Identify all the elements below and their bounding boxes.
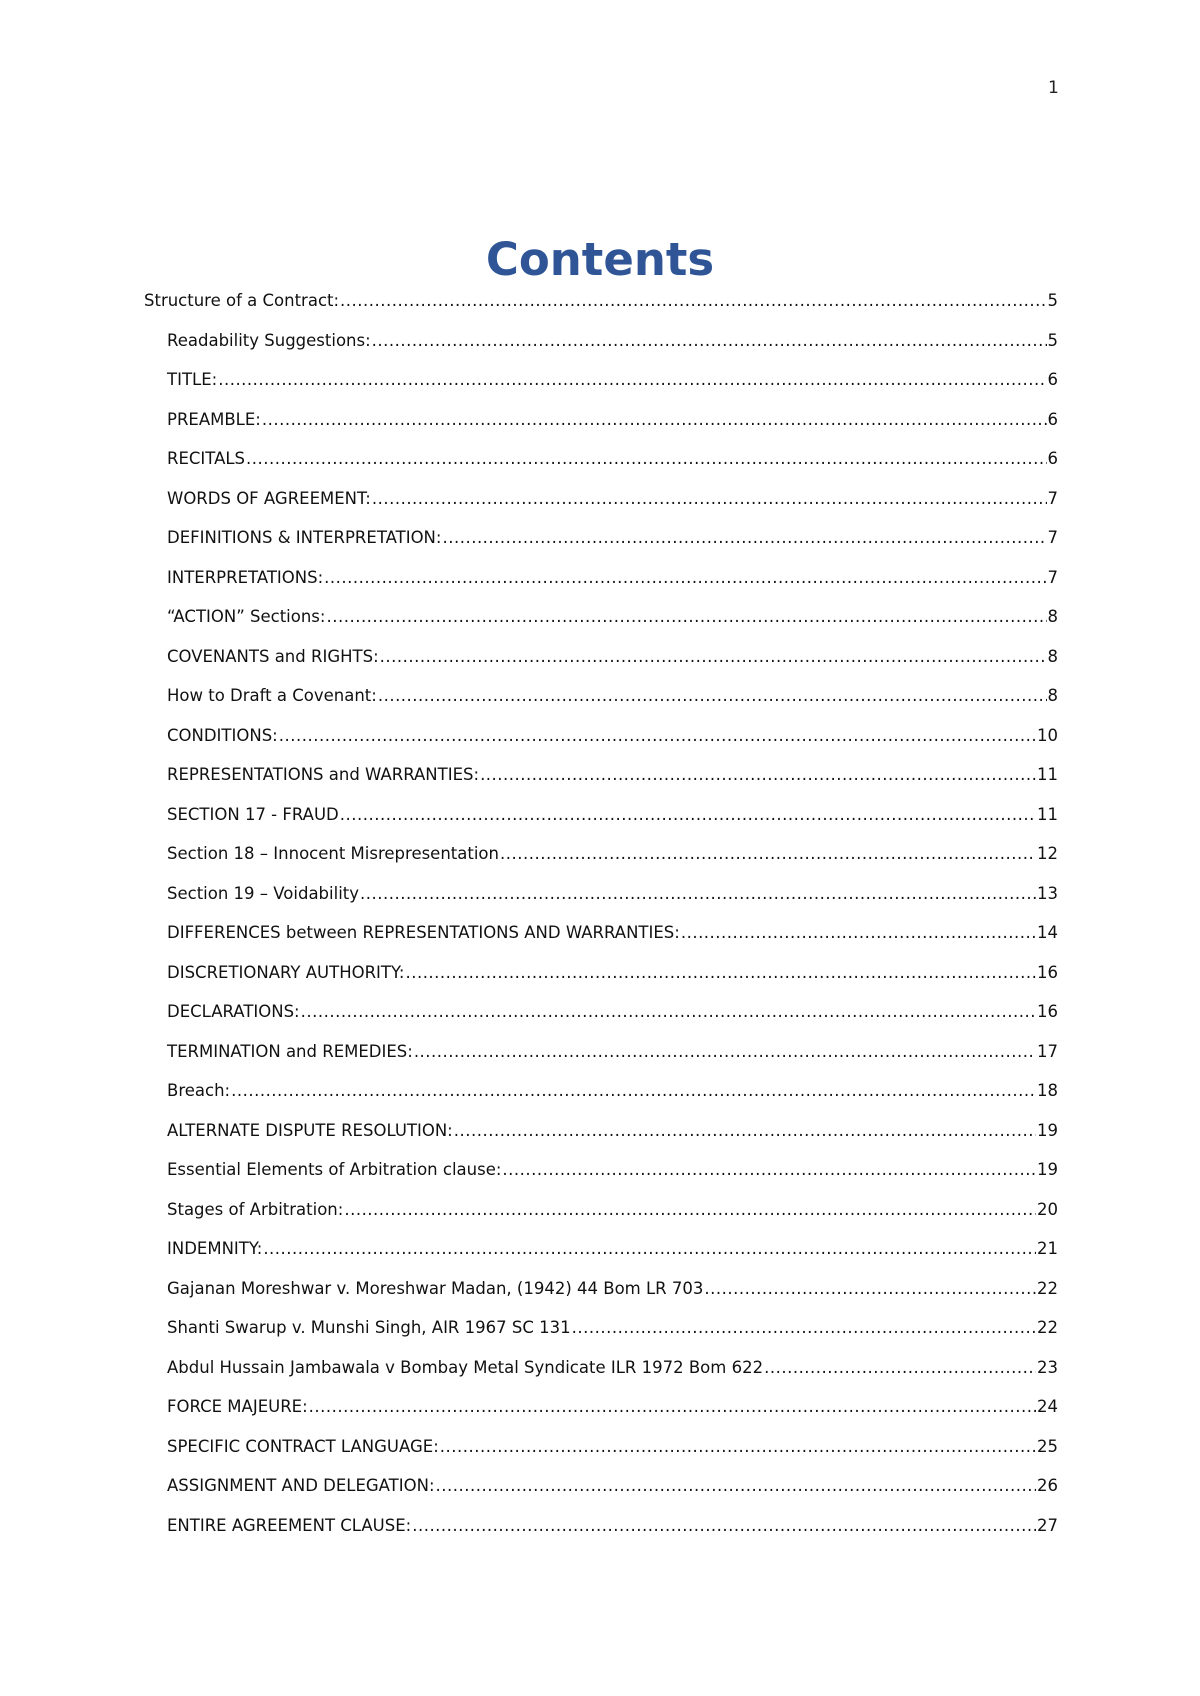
toc-dot-leader — [681, 922, 1036, 944]
toc-dot-leader — [502, 1159, 1036, 1181]
toc-entry[interactable] — [144, 1159, 1058, 1199]
toc-entry-page-number: 22 — [1037, 1318, 1058, 1337]
toc-entry[interactable] — [144, 1436, 1058, 1476]
toc-entry-page-number: 12 — [1037, 844, 1058, 863]
toc-entry-title: DISCRETIONARY AUTHORITY: — [167, 962, 405, 982]
toc-entry[interactable] — [144, 804, 1058, 844]
toc-entry-page-number: 10 — [1037, 725, 1058, 745]
toc-entry[interactable] — [144, 883, 1058, 923]
toc-dot-leader — [340, 290, 1046, 312]
toc-entry-page-number: 14 — [1037, 923, 1058, 942]
toc-entry-page-number: 13 — [1037, 883, 1058, 903]
toc-dot-leader — [231, 1080, 1036, 1102]
toc-entry-page-number: 7 — [1047, 528, 1058, 547]
toc-entry-page-number: 8 — [1047, 646, 1058, 666]
toc-entry[interactable] — [144, 725, 1058, 765]
toc-entry[interactable] — [144, 1475, 1058, 1515]
toc-entry[interactable] — [144, 290, 1058, 330]
toc-entry-title: Essential Elements of Arbitration clause: — [167, 1160, 502, 1179]
toc-dot-leader — [704, 1278, 1036, 1300]
toc-entry-page-number: 8 — [1047, 607, 1058, 626]
toc-entry-title: CONDITIONS: — [167, 725, 278, 745]
toc-entry[interactable] — [144, 567, 1058, 607]
toc-entry-page-number: 22 — [1037, 1278, 1058, 1298]
toc-dot-leader — [309, 1396, 1036, 1418]
toc-dot-leader — [326, 606, 1046, 628]
toc-entry[interactable] — [144, 1238, 1058, 1278]
toc-entry-page-number: 26 — [1037, 1476, 1058, 1495]
toc-entry[interactable] — [144, 606, 1058, 646]
toc-entry-title: Section 19 – Voidability — [167, 883, 360, 903]
toc-entry-title: DECLARATIONS: — [167, 1002, 300, 1021]
toc-entry-page-number: 19 — [1037, 1120, 1058, 1140]
page-number: 1 — [1048, 78, 1059, 98]
toc-entry-title: DEFINITIONS & INTERPRETATION: — [167, 528, 442, 547]
toc-entry-page-number: 21 — [1037, 1239, 1058, 1258]
toc-dot-leader — [412, 1515, 1036, 1537]
toc-entry-title: REPRESENTATIONS and WARRANTIES: — [167, 765, 480, 784]
toc-dot-leader — [414, 1041, 1036, 1063]
toc-dot-leader — [480, 764, 1036, 786]
toc-dot-leader — [340, 804, 1036, 826]
table-of-contents — [144, 290, 1058, 1554]
toc-entry[interactable] — [144, 330, 1058, 370]
toc-entry[interactable] — [144, 1199, 1058, 1239]
toc-dot-leader — [572, 1317, 1036, 1339]
toc-dot-leader — [454, 1120, 1036, 1142]
toc-entry-title: TITLE: — [167, 370, 218, 389]
toc-dot-leader — [372, 330, 1047, 352]
toc-entry-title: SPECIFIC CONTRACT LANGUAGE: — [167, 1436, 439, 1456]
toc-entry[interactable] — [144, 409, 1058, 449]
toc-entry-title: Stages of Arbitration: — [167, 1199, 344, 1219]
toc-entry[interactable] — [144, 448, 1058, 488]
toc-entry[interactable] — [144, 1120, 1058, 1160]
toc-entry-page-number: 8 — [1047, 686, 1058, 705]
toc-entry[interactable] — [144, 1317, 1058, 1357]
toc-entry-title: TERMINATION and REMEDIES: — [167, 1041, 413, 1061]
toc-entry-page-number: 5 — [1047, 330, 1058, 350]
toc-entry-page-number: 27 — [1037, 1515, 1058, 1535]
toc-entry[interactable] — [144, 1357, 1058, 1397]
toc-entry-title: RECITALS — [167, 449, 246, 468]
toc-entry-title: Abdul Hussain Jambawala v Bombay Metal Syndicate ILR 1972 Bom 622 — [167, 1357, 764, 1377]
toc-dot-leader — [218, 369, 1046, 391]
toc-entry-title: PREAMBLE: — [167, 409, 261, 429]
toc-entry-title: DIFFERENCES between REPRESENTATIONS AND WARRANTIES: — [167, 923, 680, 942]
toc-entry-page-number: 6 — [1047, 449, 1058, 468]
toc-entry-page-number: 19 — [1037, 1160, 1058, 1179]
toc-entry-title: ENTIRE AGREEMENT CLAUSE: — [167, 1515, 412, 1535]
toc-entry-title: SECTION 17 - FRAUD — [167, 804, 339, 824]
toc-dot-leader — [262, 409, 1047, 431]
toc-entry[interactable] — [144, 646, 1058, 686]
toc-entry-page-number: 5 — [1047, 291, 1058, 310]
toc-entry[interactable] — [144, 1278, 1058, 1318]
toc-entry-title: ALTERNATE DISPUTE RESOLUTION: — [167, 1120, 453, 1140]
toc-entry-title: ASSIGNMENT AND DELEGATION: — [167, 1476, 435, 1495]
toc-entry-title: Breach: — [167, 1081, 231, 1100]
toc-entry-page-number: 18 — [1037, 1081, 1058, 1100]
toc-entry-title: Section 18 – Innocent Misrepresentation — [167, 844, 499, 863]
toc-dot-leader — [442, 527, 1046, 549]
toc-entry-page-number: 24 — [1037, 1397, 1058, 1416]
toc-entry-title: Shanti Swarup v. Munshi Singh, AIR 1967 SC 131 — [167, 1318, 571, 1337]
toc-entry[interactable] — [144, 488, 1058, 528]
toc-dot-leader — [301, 1001, 1036, 1023]
toc-entry[interactable] — [144, 843, 1058, 883]
toc-entry[interactable] — [144, 685, 1058, 725]
toc-entry-page-number: 16 — [1037, 1002, 1058, 1021]
toc-dot-leader — [380, 646, 1047, 668]
toc-entry-title: How to Draft a Covenant: — [167, 686, 377, 705]
toc-dot-leader — [378, 685, 1047, 707]
toc-entry-title: Readability Suggestions: — [167, 330, 371, 350]
toc-entry-page-number: 16 — [1037, 962, 1058, 982]
toc-entry-page-number: 11 — [1037, 765, 1058, 784]
toc-entry-title: INDEMNITY: — [167, 1239, 263, 1258]
toc-dot-leader — [360, 883, 1036, 905]
toc-dot-leader — [764, 1357, 1036, 1379]
toc-entry-page-number: 11 — [1037, 804, 1058, 824]
toc-entry[interactable] — [144, 1515, 1058, 1555]
toc-entry-title: Gajanan Moreshwar v. Moreshwar Madan, (1942) 44 Bom LR 703 — [167, 1278, 704, 1298]
toc-entry-title: WORDS OF AGREEMENT: — [167, 488, 371, 508]
toc-entry[interactable] — [144, 962, 1058, 1002]
toc-dot-leader — [440, 1436, 1036, 1458]
toc-entry-page-number: 17 — [1037, 1041, 1058, 1061]
toc-dot-leader — [405, 962, 1036, 984]
toc-dot-leader — [246, 448, 1046, 470]
toc-entry-title: INTERPRETATIONS: — [167, 567, 324, 587]
toc-entry-title: Structure of a Contract: — [144, 291, 340, 310]
toc-entry[interactable] — [144, 1041, 1058, 1081]
toc-entry[interactable] — [144, 1080, 1058, 1120]
toc-dot-leader — [344, 1199, 1036, 1221]
toc-entry-title: “ACTION” Sections: — [167, 607, 326, 626]
toc-entry[interactable] — [144, 764, 1058, 804]
toc-dot-leader — [372, 488, 1047, 510]
toc-dot-leader — [324, 567, 1046, 589]
toc-entry[interactable] — [144, 369, 1058, 409]
toc-dot-leader — [263, 1238, 1036, 1260]
toc-entry-page-number: 7 — [1047, 488, 1058, 508]
toc-dot-leader — [279, 725, 1036, 747]
toc-entry-page-number: 6 — [1047, 409, 1058, 429]
toc-entry-page-number: 23 — [1037, 1357, 1058, 1377]
toc-entry[interactable] — [144, 527, 1058, 567]
toc-dot-leader — [500, 843, 1036, 865]
toc-heading: Contents — [485, 233, 715, 286]
toc-entry-title: COVENANTS and RIGHTS: — [167, 646, 379, 666]
toc-entry-page-number: 6 — [1047, 370, 1058, 389]
toc-entry-page-number: 7 — [1047, 567, 1058, 587]
toc-entry[interactable] — [144, 1001, 1058, 1041]
toc-entry-page-number: 20 — [1037, 1199, 1058, 1219]
toc-entry[interactable] — [144, 922, 1058, 962]
toc-entry[interactable] — [144, 1396, 1058, 1436]
toc-entry-title: FORCE MAJEURE: — [167, 1397, 308, 1416]
toc-entry-page-number: 25 — [1037, 1436, 1058, 1456]
toc-dot-leader — [436, 1475, 1036, 1497]
